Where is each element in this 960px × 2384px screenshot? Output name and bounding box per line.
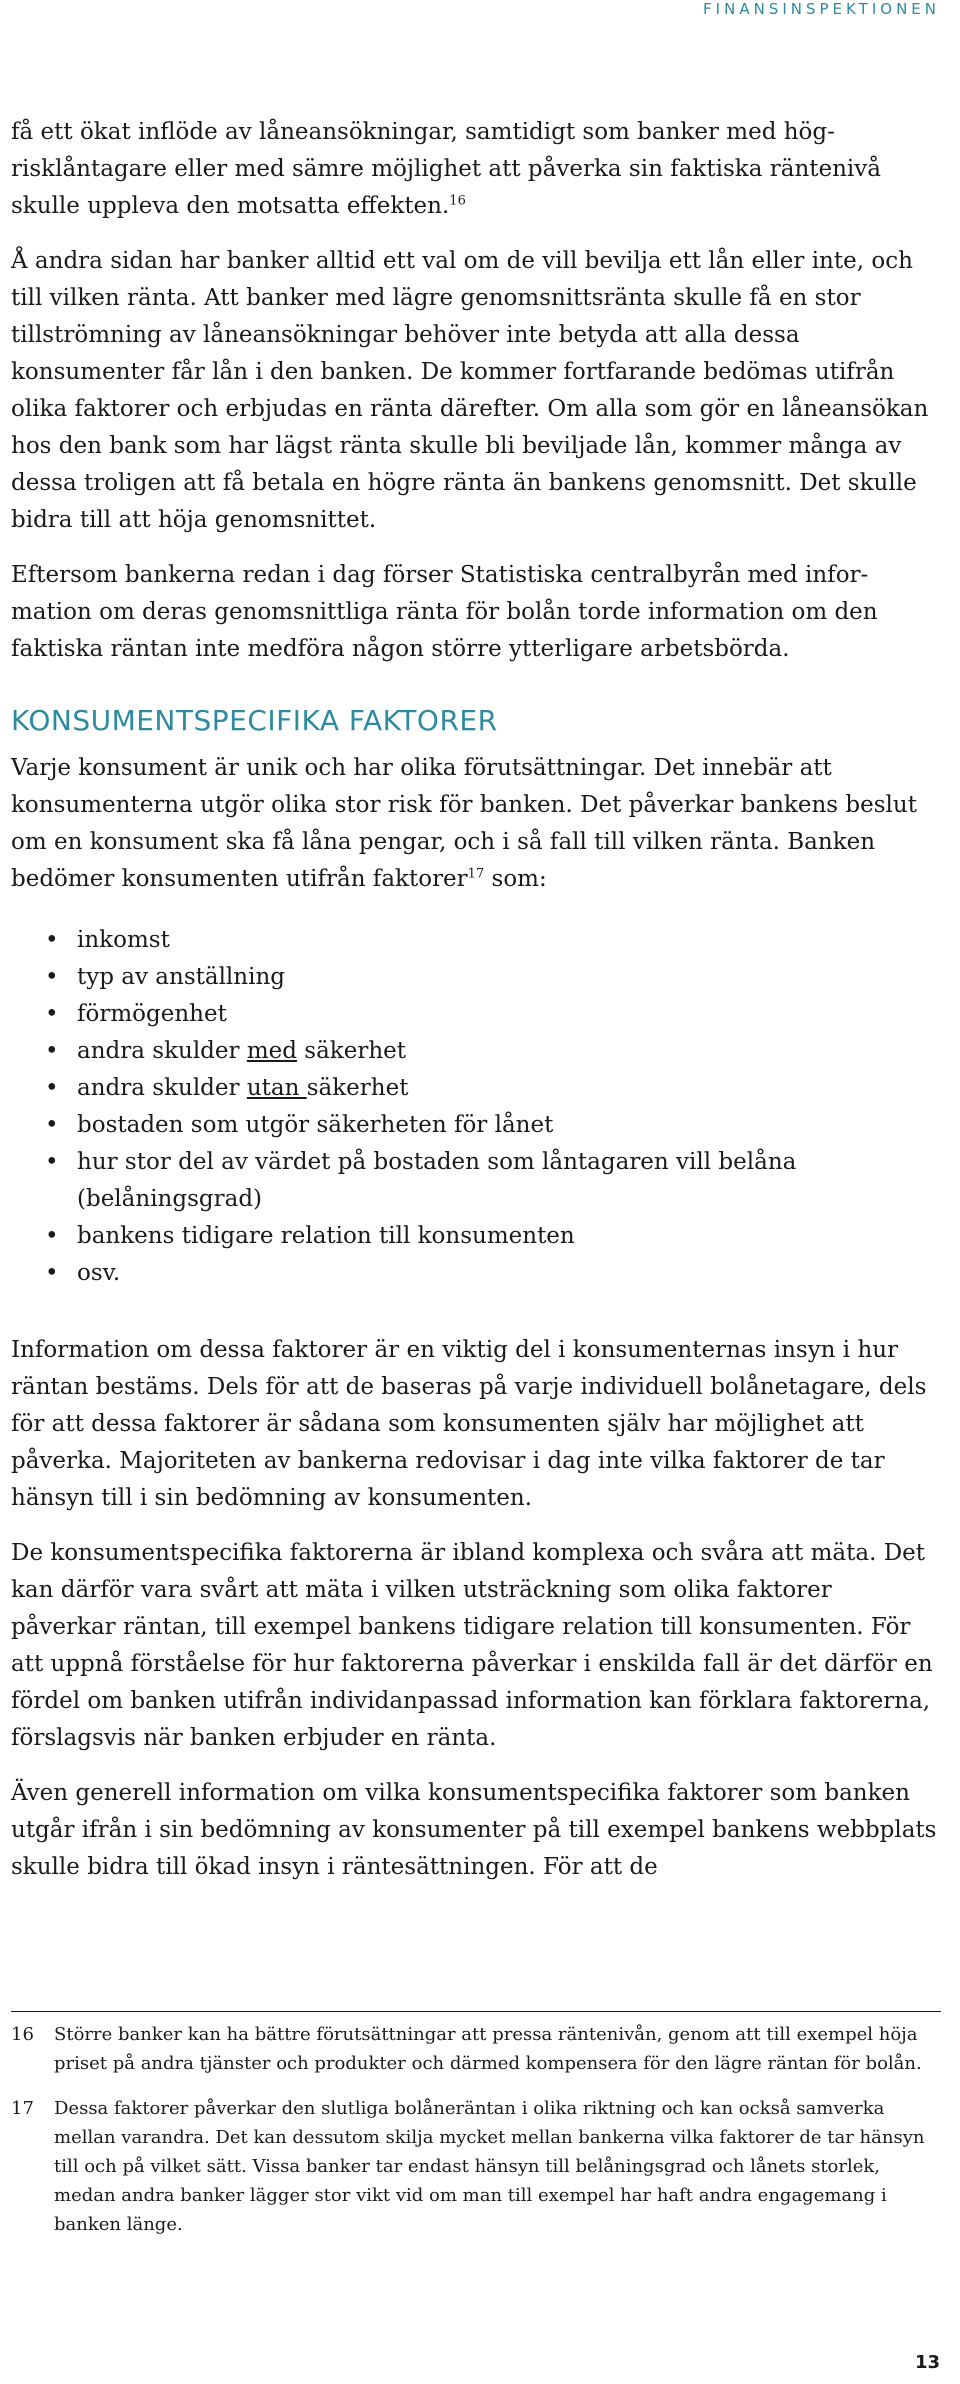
footnote-ref-17[interactable]: 17 xyxy=(467,866,485,882)
list-item-text: andra skulder xyxy=(77,1038,247,1064)
footnote-divider xyxy=(11,2011,941,2012)
underlined-word: utan xyxy=(246,1075,307,1101)
list-item xyxy=(11,1218,941,1255)
list-item-text: inkomst xyxy=(77,927,170,953)
underlined-word: med xyxy=(246,1038,297,1064)
section-intro-text: Varje konsument är unik och har olika förutsättningar. Det innebär att konsumenterna utgör olika stor risk för banken. Det påverkar bankens beslut om en konsument ska få låna pengar, och i så fall till vilken ränta. Banken bedömer konsumenten utifrån faktorer xyxy=(11,755,917,892)
list-item-text: säkerhet xyxy=(306,1075,409,1101)
list-item-text: osv. xyxy=(77,1260,121,1286)
bullet-icon: • xyxy=(45,1001,59,1027)
paragraph-5: De konsumentspecifika faktorerna är ibland komplexa och svåra att mäta. Det kan därför vara svårt att mäta i vilken utsträckning som olika faktorer påverkar räntan, till exempel bankens tidigare relation till konsumenten. För att uppnå förståelse för hur faktorerna påverkar i enskilda fall är det därför en fördel om banken utifrån individanpassad information kan förklara faktorerna, förslagsvis när banken erbjuder en ränta. xyxy=(11,1540,933,1751)
footnote-number: 17 xyxy=(11,2098,34,2119)
section-intro-end: som: xyxy=(484,866,547,892)
list-item xyxy=(11,1107,941,1144)
footnote-text: Större banker kan ha bättre förutsättningar att pressa räntenivån, genom att till exempel höja priset på andra tjänster och produkter och därmed kompensera för den lägre räntan för bolån. xyxy=(54,2024,922,2074)
footnote-17 xyxy=(11,2094,941,2239)
bullet-icon: • xyxy=(45,964,59,990)
paragraph-6: Även generell information om vilka konsumentspecifika faktorer som banken utgår ifrån i sin bedömning av konsumenter på till exempel bankens webbplats skulle bidra till ökad insyn i räntesättningen. För att de xyxy=(11,1780,937,1880)
paragraph-3: Eftersom bankerna redan i dag förser Statistiska centralbyrån med information om deras genomsnittliga ränta för bolån torde information om den faktiska räntan inte medföra någon större ytterligare arbetsbörda. xyxy=(11,562,878,662)
list-item-text: typ av anställning xyxy=(77,964,285,990)
running-head: FINANSINSPEKTIONEN xyxy=(703,0,940,18)
footnote-16 xyxy=(11,2020,941,2078)
list-item-text: bankens tidigare relation till konsumenten xyxy=(77,1223,575,1249)
list-item xyxy=(11,922,941,959)
paragraph-1-text: få ett ökat inflöde av låneansökningar, samtidigt som banker med högrisklåntagare eller med sämre möjlighet att påverka sin faktiska räntenivå skulle uppleva den motsatta effekten. xyxy=(11,119,881,219)
list-item xyxy=(11,996,941,1033)
list-item-text: bostaden som utgör säkerheten för lånet xyxy=(77,1112,554,1138)
list-item xyxy=(11,1033,941,1070)
list-item-text: hur stor del av värdet på bostaden som låntagaren vill belåna (belåningsgrad) xyxy=(77,1149,797,1212)
list-item-text: andra skulder xyxy=(77,1075,247,1101)
section-intro xyxy=(11,750,941,898)
paragraph-4: Information om dessa faktorer är en viktig del i konsumenternas insyn i hur räntan bestäms. Dels för att de baseras på varje individuell bolånetagare, dels för att dessa faktorer är sådana som konsumenten själv har möjlighet att påverka. Majoriteten av bankerna redovisar i dag inte vilka faktorer de tar hänsyn till i sin bedömning av konsumenten. xyxy=(11,1337,927,1511)
footnote-ref-16[interactable]: 16 xyxy=(449,193,466,209)
footnote-number: 16 xyxy=(11,2024,34,2045)
bullet-icon: • xyxy=(45,1112,59,1138)
list-item xyxy=(11,1255,941,1292)
footnote-text: Dessa faktorer påverkar den slutliga bolåneräntan i olika riktning och kan också samverka mellan varandra. Det kan dessutom skilja mycket mellan bankerna vilka faktorer de tar hänsyn till och på vilket sätt. Vissa banker tar endast hänsyn till belåningsgrad och lånets storlek, medan andra banker lägger stor vikt vid om man till exempel har haft andra engagemang i banken länge. xyxy=(54,2098,925,2235)
list-item xyxy=(11,1070,941,1107)
paragraph-2: Å andra sidan har banker alltid ett val om de vill bevilja ett lån eller inte, och till vilken ränta. Att banker med lägre genomsnittsränta skulle få en stor tillströmning av låneansökningar behöver inte betyda att alla dessa konsumenter får lån i den banken. De kommer fortfarande bedömas utifrån olika faktorer och erbjudas en ränta därefter. Om alla som gör en låneansökan hos den bank som har lägst ränta skulle bli beviljade lån, kommer många av dessa troligen att få betala en högre ränta än bankens genomsnitt. Det skulle bidra till att höja genomsnittet. xyxy=(11,248,929,533)
bullet-icon: • xyxy=(45,1038,59,1064)
section-heading: KONSUMENTSPECIFIKA FAKTORER xyxy=(11,704,498,737)
bullet-icon: • xyxy=(45,1260,59,1286)
page-number: 13 xyxy=(914,2352,940,2373)
list-item xyxy=(11,1144,941,1218)
bullet-icon: • xyxy=(45,927,59,953)
body-text xyxy=(11,114,941,1904)
list-item-text: säkerhet xyxy=(296,1038,407,1064)
factor-list xyxy=(11,922,941,1292)
bullet-icon: • xyxy=(45,1149,59,1175)
bullet-icon: • xyxy=(45,1223,59,1249)
list-item xyxy=(11,959,941,996)
bullet-icon: • xyxy=(45,1075,59,1101)
list-item-text: förmögenhet xyxy=(77,1001,227,1027)
footnotes xyxy=(11,2020,941,2255)
paragraph-1 xyxy=(11,114,941,225)
